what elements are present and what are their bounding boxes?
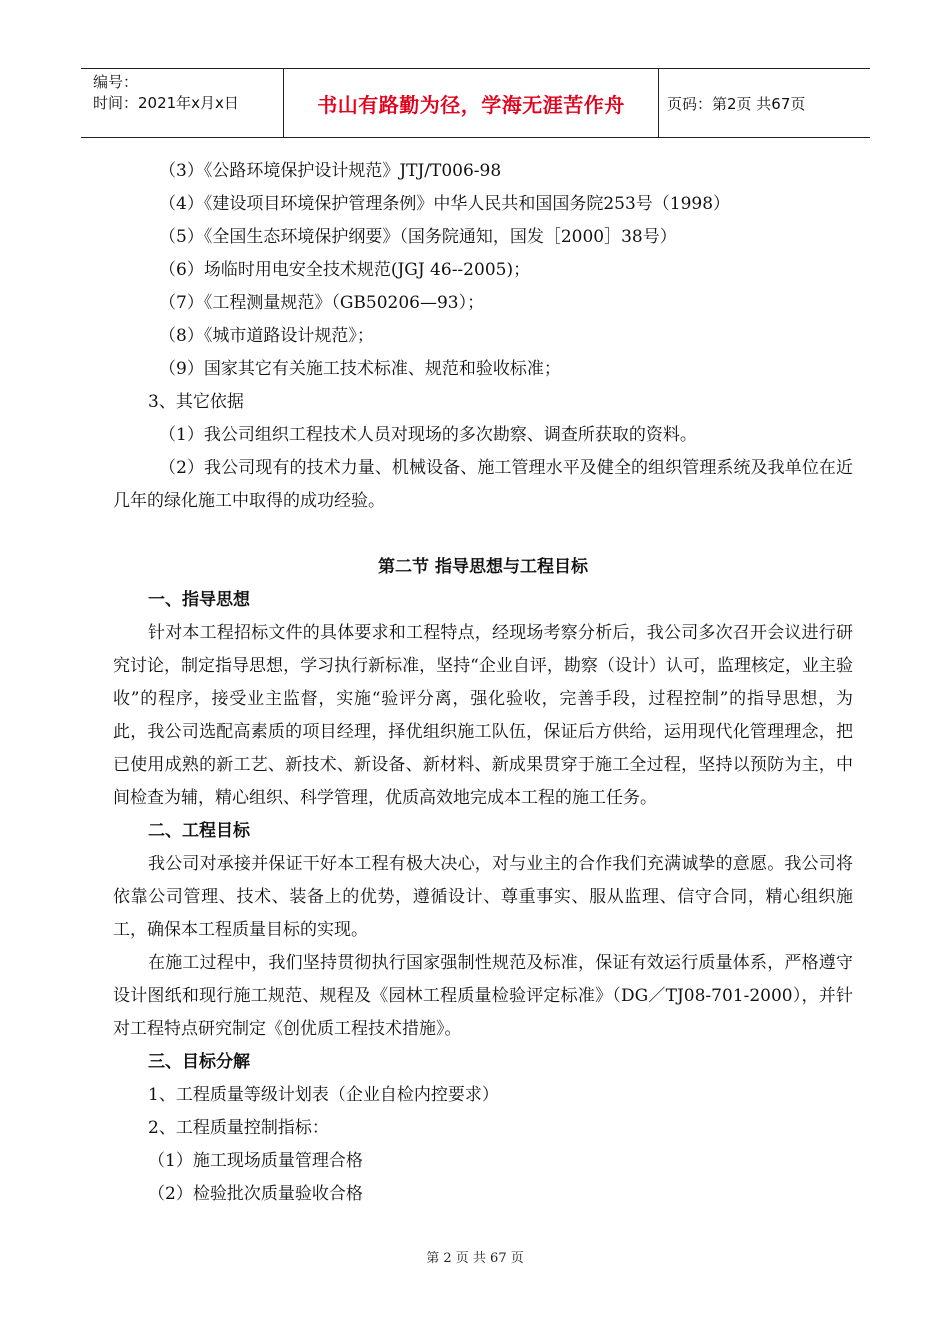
header-meta: [81, 69, 281, 137]
basis-item: （1）我公司组织工程技术人员对现场的多次勘察、调查所获取的资料。: [159, 425, 697, 445]
basis-item: （2）我公司现有的技术力量、机械设备、施工管理水平及健全的组织管理系统及我单位在近几年的绿化施工中取得的成功经验。: [113, 458, 853, 511]
header-page-info: 页码：第2页 共67页: [667, 94, 806, 113]
paragraph: 在施工过程中，我们坚持贯彻执行国家强制性规范及标准，保证有效运行质量体系，严格遵守设计图纸和现行施工规范、规程及《园林工程质量检验评定标准》（DG／TJ08-701-2000），并针对工程特点研究制定《创优质工程技术措施》。: [113, 953, 853, 1039]
list-item: 2、工程质量控制指标：: [148, 1118, 329, 1138]
list-item: 1、工程质量等级计划表（企业自检内控要求）: [148, 1085, 499, 1105]
reference-item: （8）《城市道路设计规范》；: [159, 326, 374, 346]
header-divider: [658, 69, 659, 137]
reference-item: （5）《全国生态环境保护纲要》（国务院通知，国发［2000］38号）: [159, 227, 677, 247]
subheading-goal-breakdown: 三、目标分解: [148, 1052, 250, 1072]
header-motto: 书山有路勤为径，学海无涯苦作舟: [317, 92, 625, 117]
paragraph: 我公司对承接并保证干好本工程有极大决心，对与业主的合作我们充满诚挚的意愿。我公司将依靠公司管理、技术、装备上的优势，遵循设计、尊重事实、服从监理、信守合同，精心组织施工，确保本工程质量目标的实现。: [113, 854, 853, 940]
document-body: [113, 155, 853, 1211]
subheading-guiding-ideology: 一、指导思想: [148, 590, 250, 610]
reference-item: （7）《工程测量规范》（GB50206—93）；: [159, 293, 485, 313]
doc-number-label: 编号：: [93, 73, 139, 91]
reference-item: （6）场临时用电安全技术规范(JGJ 46--2005)；: [159, 260, 531, 280]
reference-item: （9）国家其它有关施工技术标准、规范和验收标准；: [159, 359, 561, 379]
subheading-project-goals: 二、工程目标: [148, 821, 250, 841]
list-item: （2）检验批次质量验收合格: [148, 1184, 363, 1204]
reference-item: （4）《建设项目环境保护管理条例》中华人民共和国国务院253号（1998）: [159, 194, 731, 214]
subheading-other-basis: 3、其它依据: [148, 392, 244, 412]
page-header: [81, 68, 870, 138]
doc-time-label: 时间：2021年x月x日: [93, 94, 239, 112]
paragraph: 针对本工程招标文件的具体要求和工程特点，经现场考察分析后，我公司多次召开会议进行研究讨论，制定指导思想，学习执行新标准，坚持“企业自评，勘察（设计）认可，监理核定，业主验收”的程序，接受业主监督，实施“验评分离，强化验收，完善手段，过程控制”的指导思想，为此，我公司选配高素质的项目经理，择优组织施工队伍，保证后方供给，运用现代化管理理念，把已使用成熟的新工艺、新技术、新设备、新材料、新成果贯穿于施工全过程，坚持以预防为主，中间检查为辅，精心组织、科学管理，优质高效地完成本工程的施工任务。: [113, 623, 853, 808]
reference-item: （3）《公路环境保护设计规范》JTJ/T006-98: [159, 161, 502, 181]
section-title: 第二节 指导思想与工程目标: [378, 557, 588, 577]
list-item: （1）施工现场质量管理合格: [148, 1151, 363, 1171]
page-footer: 第 2 页 共 67 页: [426, 1251, 524, 1266]
